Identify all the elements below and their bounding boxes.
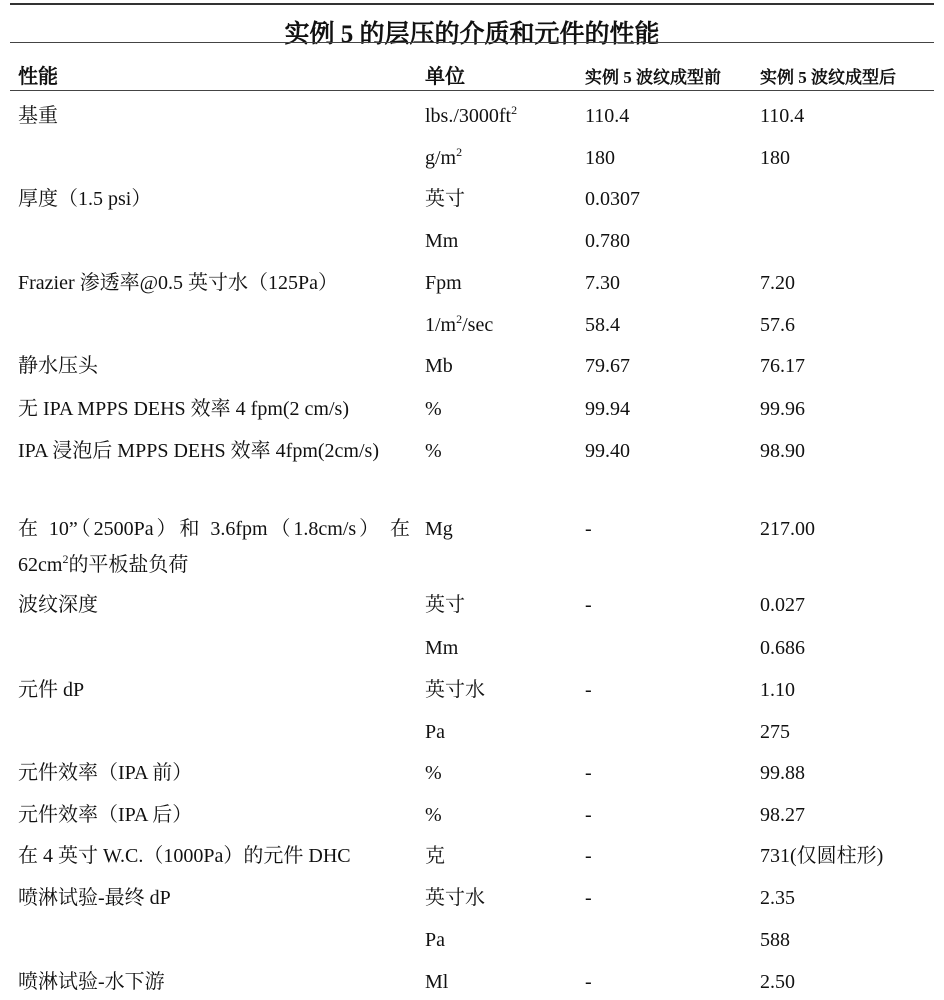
property-cell-superscript: 2 bbox=[62, 552, 68, 566]
unit-cell-text: Mg bbox=[425, 518, 453, 540]
unit-cell bbox=[425, 229, 458, 253]
after-value-cell-text: 731(仅圆柱形) bbox=[760, 845, 883, 867]
unit-cell-text: Mb bbox=[425, 355, 453, 377]
before-value-cell bbox=[585, 146, 615, 170]
after-value-cell bbox=[760, 593, 805, 617]
before-value-cell bbox=[585, 354, 630, 378]
unit-cell-text: 英寸水 bbox=[425, 887, 485, 909]
before-value-cell bbox=[585, 187, 640, 211]
unit-cell-text: lbs./3000ft bbox=[425, 105, 511, 127]
unit-cell bbox=[425, 844, 445, 868]
after-value-cell bbox=[760, 354, 805, 378]
title-rule bbox=[10, 42, 934, 43]
before-value-cell-text: - bbox=[585, 762, 592, 784]
unit-cell-text: 英寸 bbox=[425, 594, 465, 616]
after-value-cell bbox=[760, 970, 795, 994]
before-value-cell-text: - bbox=[585, 971, 592, 993]
unit-cell-text: 1/m bbox=[425, 314, 456, 336]
before-value-cell-text: - bbox=[585, 679, 592, 701]
header-before: 实例 5 波纹成型前 bbox=[585, 63, 721, 88]
before-value-cell-text: - bbox=[585, 518, 592, 540]
after-value-cell-text: 2.35 bbox=[760, 887, 795, 909]
unit-cell bbox=[425, 636, 458, 660]
after-value-cell-text: 180 bbox=[760, 147, 790, 169]
after-value-cell bbox=[760, 636, 805, 660]
before-value-cell-text: 7.30 bbox=[585, 272, 620, 294]
property-cell-text: Frazier 渗透率@0.5 英寸水（125Pa） bbox=[18, 272, 338, 294]
property-cell bbox=[18, 838, 410, 874]
before-value-cell-text: 79.67 bbox=[585, 355, 630, 377]
after-value-cell-text: 588 bbox=[760, 929, 790, 951]
unit-cell bbox=[425, 271, 462, 295]
property-cell bbox=[18, 181, 410, 217]
after-value-cell-text: 99.96 bbox=[760, 398, 805, 420]
unit-cell bbox=[425, 354, 453, 378]
unit-cell-superscript: 2 bbox=[511, 103, 517, 117]
property-cell-text: 喷淋试验-最终 dP bbox=[18, 887, 171, 909]
before-value-cell bbox=[585, 844, 592, 868]
after-value-cell bbox=[760, 271, 795, 295]
top-rule bbox=[10, 3, 934, 5]
header-rule bbox=[10, 90, 934, 91]
before-value-cell bbox=[585, 397, 630, 421]
property-cell bbox=[18, 265, 410, 301]
unit-cell-text: % bbox=[425, 440, 442, 462]
unit-cell-text: Pa bbox=[425, 721, 445, 743]
header-property: 性能 bbox=[18, 60, 58, 89]
after-value-cell bbox=[760, 803, 805, 827]
property-cell bbox=[18, 587, 410, 623]
after-value-cell bbox=[760, 439, 805, 463]
property-cell bbox=[18, 755, 410, 791]
property-cell-text: 厚度（1.5 psi） bbox=[18, 188, 151, 210]
unit-cell-text: % bbox=[425, 762, 442, 784]
property-cell bbox=[18, 348, 410, 384]
unit-cell bbox=[425, 104, 517, 128]
before-value-cell bbox=[585, 761, 592, 785]
before-value-cell-text: 99.40 bbox=[585, 440, 630, 462]
property-cell bbox=[18, 433, 410, 469]
after-value-cell bbox=[760, 678, 795, 702]
property-cell bbox=[18, 98, 410, 134]
before-value-cell bbox=[585, 439, 630, 463]
property-cell-text: 基重 bbox=[18, 105, 58, 127]
property-cell-text: 喷淋试验-水下游 bbox=[18, 971, 165, 993]
unit-cell-superscript: 2 bbox=[456, 312, 462, 326]
unit-cell-text: g/m bbox=[425, 147, 456, 169]
unit-cell-text: % bbox=[425, 398, 442, 420]
unit-cell bbox=[425, 720, 445, 744]
before-value-cell bbox=[585, 803, 592, 827]
after-value-cell bbox=[760, 886, 795, 910]
unit-cell-text: % bbox=[425, 804, 442, 826]
property-cell-text: 元件效率（IPA 后） bbox=[18, 804, 192, 826]
after-value-cell-text: 0.686 bbox=[760, 637, 805, 659]
property-cell-text: 无 IPA MPPS DEHS 效率 4 fpm(2 cm/s) bbox=[18, 398, 349, 420]
before-value-cell bbox=[585, 886, 592, 910]
header-unit: 单位 bbox=[425, 60, 465, 89]
property-cell-text: 元件 dP bbox=[18, 679, 84, 701]
unit-cell-text: Pa bbox=[425, 929, 445, 951]
property-cell-text: 元件效率（IPA 前） bbox=[18, 762, 192, 784]
before-value-cell bbox=[585, 104, 629, 128]
after-value-cell bbox=[760, 397, 805, 421]
before-value-cell-text: - bbox=[585, 845, 592, 867]
before-value-cell-text: 58.4 bbox=[585, 314, 620, 336]
unit-cell bbox=[425, 593, 465, 617]
before-value-cell bbox=[585, 271, 620, 295]
after-value-cell bbox=[760, 146, 790, 170]
property-cell bbox=[18, 964, 410, 1000]
unit-cell bbox=[425, 439, 442, 463]
property-cell bbox=[18, 391, 410, 427]
unit-cell bbox=[425, 313, 493, 337]
unit-cell bbox=[425, 517, 453, 541]
after-value-cell-text: 76.17 bbox=[760, 355, 805, 377]
before-value-cell bbox=[585, 593, 592, 617]
after-value-cell-text: 217.00 bbox=[760, 518, 815, 540]
after-value-cell-text: 110.4 bbox=[760, 105, 804, 127]
after-value-cell bbox=[760, 761, 805, 785]
unit-cell-text: 英寸 bbox=[425, 188, 465, 210]
before-value-cell-text: - bbox=[585, 594, 592, 616]
unit-cell bbox=[425, 146, 462, 170]
after-value-cell-text: 2.50 bbox=[760, 971, 795, 993]
unit-cell-text: 克 bbox=[425, 845, 445, 867]
after-value-cell-text: 99.88 bbox=[760, 762, 805, 784]
before-value-cell bbox=[585, 970, 592, 994]
property-cell bbox=[18, 511, 410, 583]
before-value-cell-text: 0.780 bbox=[585, 230, 630, 252]
after-value-cell-text: 7.20 bbox=[760, 272, 795, 294]
property-cell-text: 在 4 英寸 W.C.（1000Pa）的元件 DHC bbox=[18, 845, 351, 867]
property-cell-text: 静水压头 bbox=[18, 355, 98, 377]
unit-cell bbox=[425, 886, 485, 910]
after-value-cell bbox=[760, 928, 790, 952]
unit-cell-text: Fpm bbox=[425, 272, 462, 294]
unit-cell bbox=[425, 397, 442, 421]
before-value-cell bbox=[585, 678, 592, 702]
after-value-cell bbox=[760, 720, 790, 744]
property-cell bbox=[18, 880, 410, 916]
unit-cell bbox=[425, 678, 485, 702]
unit-cell bbox=[425, 970, 448, 994]
property-cell bbox=[18, 672, 410, 708]
unit-cell-text: /sec bbox=[462, 314, 493, 336]
table-title: 实例 5 的层压的介质和元件的性能 bbox=[0, 14, 944, 50]
unit-cell bbox=[425, 803, 442, 827]
after-value-cell-text: 275 bbox=[760, 721, 790, 743]
after-value-cell-text: 98.90 bbox=[760, 440, 805, 462]
after-value-cell bbox=[760, 104, 804, 128]
before-value-cell-text: - bbox=[585, 804, 592, 826]
after-value-cell bbox=[760, 844, 883, 868]
property-cell bbox=[18, 797, 410, 833]
before-value-cell bbox=[585, 517, 592, 541]
after-value-cell-text: 0.027 bbox=[760, 594, 805, 616]
after-value-cell bbox=[760, 517, 815, 541]
property-cell-text: 在 10”（2500Pa）和 3.6fpm（1.8cm/s） 在 62cm bbox=[18, 518, 410, 576]
after-value-cell-text: 98.27 bbox=[760, 804, 805, 826]
unit-cell-text: Mm bbox=[425, 230, 458, 252]
before-value-cell bbox=[585, 313, 620, 337]
unit-cell-text: Mm bbox=[425, 637, 458, 659]
before-value-cell-text: 180 bbox=[585, 147, 615, 169]
unit-cell-superscript: 2 bbox=[456, 145, 462, 159]
property-cell-text: 的平板盐负荷 bbox=[68, 554, 188, 576]
after-value-cell bbox=[760, 313, 795, 337]
unit-cell bbox=[425, 761, 442, 785]
before-value-cell-text: 99.94 bbox=[585, 398, 630, 420]
after-value-cell-text: 57.6 bbox=[760, 314, 795, 336]
before-value-cell bbox=[585, 229, 630, 253]
after-value-cell-text: 1.10 bbox=[760, 679, 795, 701]
before-value-cell-text: 110.4 bbox=[585, 105, 629, 127]
unit-cell-text: Ml bbox=[425, 971, 448, 993]
unit-cell bbox=[425, 928, 445, 952]
unit-cell-text: 英寸水 bbox=[425, 679, 485, 701]
header-after: 实例 5 波纹成型后 bbox=[760, 63, 896, 88]
property-cell-text: 波纹深度 bbox=[18, 594, 98, 616]
unit-cell bbox=[425, 187, 465, 211]
before-value-cell-text: - bbox=[585, 887, 592, 909]
before-value-cell-text: 0.0307 bbox=[585, 188, 640, 210]
property-cell-text: IPA 浸泡后 MPPS DEHS 效率 4fpm(2cm/s) bbox=[18, 440, 379, 462]
